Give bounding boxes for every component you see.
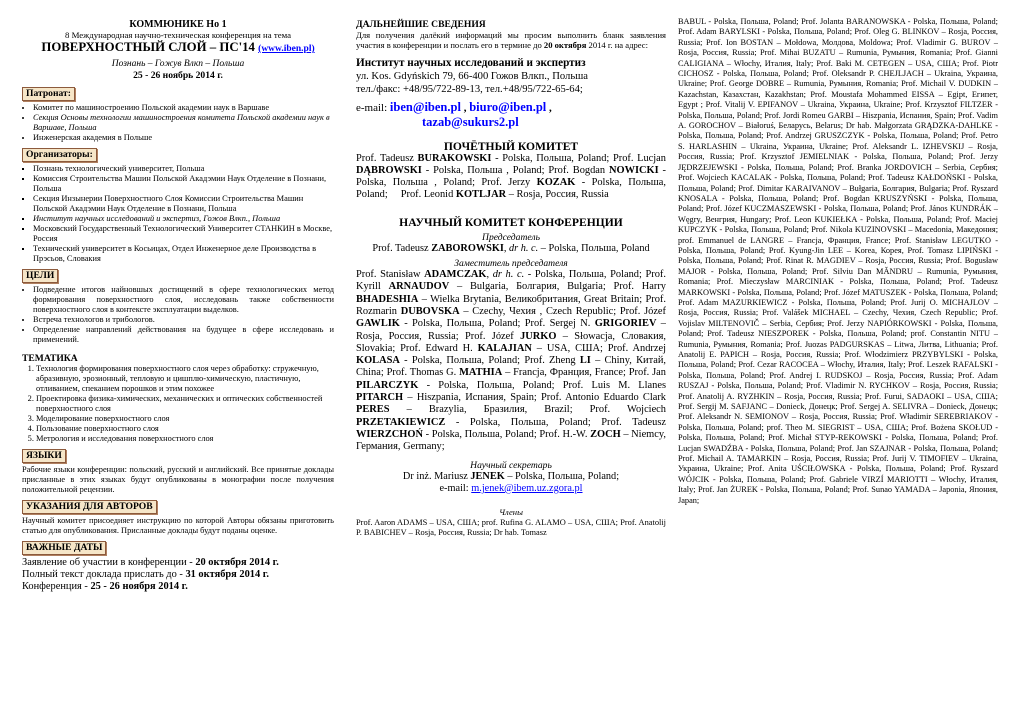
vice-chairman-label: Заместитель председателя <box>454 258 568 270</box>
date-value: 31 октября 2014 г. <box>185 569 269 580</box>
theme-item: 4. Пользование поверхностного слоя <box>36 424 334 434</box>
conference-place: Познань – Гожув Влкп – Польша <box>111 59 245 69</box>
vice-chairmen: Prof. Stanisław ADAMCZAK, dr h. c. - Polska, Польша, Poland; Prof. Kyrill ARNAUDOV – Bulgaria, Болгария, Bulgaria; Prof. Harry BHADESHIA – Wielka Brytania, Великобритания, Great Britain; Prof. Rozmarin DUBOVSKA – Czechy, Чехия , Czech Republic; Prof. Józef GAWLIK - Polska, Польша, Poland; Prof. Sergej N. GRIGORIEV – Rosja, Россия, Russia; Prof. Józef JURKO – Słowacja, Словакия, Slovakia; Prof. Edward H. KALAJIAN – USA, США; Prof. Andrzej KOLASA - Polska, Польша, Poland; Prof. Zheng LI – Chiny, Китай, China; Prof. Thomas G. MATHIA – Francja, Франция, France; Prof. Jan PILARCZYK - Polska, Польша, Poland; Prof. Luis M. Llanes PITARCH – Hiszpania, Испания, Spain; Prof. Antonio Eduardo Clark PERES – Brazylia, Бразилия, Brazil; Prof. Wojciech PRZETAKIEWICZ - Polska, Польша, Poland; Prof. Tadeusz WIERZCHOŃ - Polska, Польша, Poland; Prof. H.-W. ZOCH – Niemcy, Германия, Germany; <box>356 269 666 453</box>
conference-name: ПОВЕРХНОСТНЫЙ СЛОЙ – ПС'14 <box>41 40 255 54</box>
website-link[interactable]: (www.iben.pl) <box>258 44 315 54</box>
organizer-item: ▪ Технический университет в Косьицах, Отдел Инженерное деле Производства в Прэсьов, Словакия <box>33 244 334 264</box>
conference-title <box>22 40 334 56</box>
date-row <box>22 557 334 569</box>
email-link[interactable]: iben@iben.pl <box>389 99 461 114</box>
theme-item: 1. Технология формирования поверхностного слоя через обработку: стружечную, абразивную, эрозионный, тепловую и цишплю-химическую, пластичную, отливанием, спеканием порошков и этим похожее <box>36 364 334 394</box>
date-value: 25 - 26 ноября 2014 г. <box>90 581 188 592</box>
theme-item: 2. Проектировка физика-химических, механических и оптических собственностей поверхностного слоя <box>36 394 334 414</box>
patron-item: • Комитет по машиностроению Польской академии наук в Варшаве <box>33 103 334 113</box>
conference-dates: 25 - 26 ноябрь 2014 г. <box>133 70 223 81</box>
info-heading: ДАЛЬНЕЙШИЕ СВЕДЕНИЯ <box>356 19 486 30</box>
conference-subtitle: 8 Международная научно-техническая конференция на тема <box>64 30 292 40</box>
themes-list <box>22 364 334 444</box>
theme-item: 3. Моделирование поверхностного слоя <box>36 414 334 424</box>
chairman-label: Председатель <box>482 231 540 243</box>
patron-item: • Инженерская академия в Польше <box>33 133 334 143</box>
organizer-item: ▪ Секция Инзынерии Поверхностного Слоя Комиссии Строительства Машин Польской Акадэмии Наук Отделение в Познани, Польша <box>33 194 334 214</box>
institute-name: Институт научных исследований и экспертиз <box>356 56 586 69</box>
members-label: Члены <box>499 507 523 518</box>
honorary-committee-heading: ПОЧЁТНЫЙ КОМИТЕТ <box>443 139 579 153</box>
column-middle <box>356 0 666 724</box>
secretary: Dr inż. Mariusz JENEK – Polska, Польша, Poland; <box>402 470 620 482</box>
organizer-item: ▪ Институт научных исследований и экспертиз, Гожов Влкп., Польша <box>33 214 334 224</box>
languages-label: ЯЗЫКИ <box>22 449 66 463</box>
patron-list <box>22 103 334 143</box>
organizers-label: Организаторы: <box>22 148 97 162</box>
date-row <box>22 581 334 593</box>
patron-label: Патронат: <box>22 87 75 101</box>
organizer-item: ▪ Познань технологический университет, Польша <box>33 164 334 174</box>
date-label: Заявление об участии в конференции - <box>22 557 196 568</box>
date-label: Конференция - <box>22 581 91 592</box>
organizer-item: ▪ Комиссия Строительства Машин Польской Акадэмии Наук Отделение в Познани, Польша <box>33 174 334 194</box>
goal-item: • Определение направлений действования на будущее в сфере исследовань и применений. <box>33 325 334 345</box>
email-link[interactable]: tazab@sukurs2.pl <box>422 114 519 129</box>
date-value: 20 октября 2014 г. <box>195 557 279 568</box>
scientific-committee-heading: НАУЧНЫЙ КОМИТЕТ КОНФЕРЕНЦИИ <box>399 215 623 229</box>
members-start: Prof. Aaron ADAMS – USA, США; prof. Rufina G. ALAMO – USA, США; Prof. Anatolij P. BABICHEV – Rosja, Россия, Russia; Dr hab. Tomasz <box>356 518 666 538</box>
important-dates-label: ВАЖНЫЕ ДАТЫ <box>22 541 106 555</box>
organizers-list <box>22 164 334 264</box>
organizer-item: ▪ Московский Государственный Технологический Университет СТАНКИН в Москве, Россия <box>33 224 334 244</box>
institute-email-2 <box>356 115 666 130</box>
email-link[interactable]: m.jenek@ibem.uz.zgora.pl <box>471 482 583 494</box>
date-row <box>22 569 334 581</box>
column-right <box>678 0 998 724</box>
theme-item: 5. Метрология и исследования поверхностного слоя <box>36 434 334 444</box>
date-label: Полный текст доклада прислать до - <box>22 569 186 580</box>
goal-item: • Подведение итогов найновшых достищений в сфере технологических метод формирования поверхностного слоя, исследовань также собственности поверхностного слоя в контексте эксплуатации выделков. <box>33 285 334 315</box>
institute-address: ул. Kos. Gdyńskich 79, 66-400 Гожов Влкп., Польша <box>356 70 589 82</box>
institute-phone: тел./факс: +48/95/722-89-13, тел.+48/95/722-65-64; <box>356 83 583 95</box>
authors-text: Научный комитет присоедияет инструкцию по которой Авторы обязаны приготовить статью для опубликования. Присланные доклады будут поданы оценке. <box>22 516 334 535</box>
patron-item: • Секция Основы технологии машиностроения комитета Польской академии наук в Варшаве, Польша <box>33 113 334 133</box>
secretary-label: Научный секретарь <box>470 459 552 471</box>
goal-item: • Встреча технологов и трибологов. <box>33 315 334 325</box>
email-link[interactable]: biuro@iben.pl <box>469 99 547 114</box>
goals-label: ЦЕЛИ <box>22 269 58 283</box>
info-text: Для получения далёкий информаций мы просим выполнить бланк заявления участия в конференции и послать его в термине до 20 октября 2014 г. на адрес: <box>356 30 666 51</box>
institute-email: e-mail: iben@iben.pl , biuro@iben.pl , <box>356 99 552 114</box>
goals-list <box>22 285 334 345</box>
languages-text: Рабочие языки конференции: польский, русский и английский. Все принятые доклады присланные в этих языках будут опубликованы в монографии после получения положительной рецензии. <box>22 465 334 494</box>
members-list: BABUL - Polska, Польша, Poland; Prof. Jolanta BARANOWSKA - Polska, Польша, Poland; Prof. Adam BARYLSKI - Polska, Польша, Poland; Prof. Oleg G. BLINKOV – Rosja, Россия, Russia; Prof. Ion BOSTAN – Mołdowa, Молдова, Moldowa; Prof. Vladimir G. BUROV – Rosja, Россия, Russia; Prof. Mihai BUZATU – Rumunia, Румыния, Romania; Prof. Gianni CALIGIANA – Włochy, Италия, Italy; Prof. Baki M. CETEGEN – USA, США; Prof. Piotr CICHOSZ - Polska, Польша, Poland; Prof. Oleksandr P. CHEJLJACH – Ukraina, Украина, Ukraine; Prof. George DOBRE – Rumunia, Румыния, Romania; Prof. Michail V. DUDKIN – Kazachstan, Казахстан, Kazakhstan; Prof. Moustafa Mohammed EISSA – Egipt, Египет, Egypt ; Prof. Vitalij V. EPIFANOV – Ukraina, Украина, Ukraine; Prof. Krzysztof FILTZER - Polska, Польша, Poland; Prof. Jordi Romeu GARBI – Hiszpania, Испания, Spain; Prof. Vadim A. GOROCHOV – Białoruś, Беларусь, Belarus; Dr hab. Małgorzata GRĄDZKA-DAHLKE - Polska, Польша, Poland; Prof. Andrzej GRUSZCZYK - Polska, Польша, Poland; Prof. Petro S. HARLASHIN – Ukraina, Украина, Ukraine; Prof. Aleksandr L. IZHEVSKIJ – Rosja, Россия, Russia; Prof. Krzysztof JEMIELNIAK - Polska, Польша, Poland; Prof. Jerzy JĘDRZEJEWSKI - Polska, Польша, Poland; Prof. Branka JORDOVICH – Serbia, Сербия; Prof. Wojciech KACALAK - Polska, Польша, Poland; Prof. Tadeusz KAŁDOŃSKI - Polska, Польша, Poland; Prof. Dimitar KARAIVANOV – Bułgaria, Болгария, Bulgaria; Prof. Ryszard KNOSALA - Polska, Польша, Poland; Prof. Bogdan KRUSZYŃSKI - Polska, Польша, Poland; Prof. Józef KUCZMASZEWSKI - Polska, Польша, Poland; Prof. János KUNDRÁK – Węgry, Венгрия, Hungary; Prof. Leon KUKIEŁKA - Polska, Польша, Poland; Prof. Maciej KUPCZYK - Polska, Польша, Poland; Prof. Nikola KUZINOVSKI – Macedonia, Македония; prof. Emmanuel de LANGRE – Francja, Франция, France; Prof. Stanisław LEGUTKO - Polska, Польша, Poland; Prof. Kyung-Jin LEE – Korea, Корея, Prof. Tomasz LIPIŃSKI - Polska, Польша, Poland; Prof. Rinat R. MAGDIEV – Rosja, Россия, Russia; Prof. Bogusław MAJOR - Polska, Польша, Poland; Prof. Silviu Dan MĂNDRU – Rumunia, Румыния, Romania; Prof. Mieczysław MARCINIAK - Polska, Польша, Poland; Prof. Tadeusz MARKOWSKI - Polska, Польша, Poland; Prof. Józef MATUSZEK - Polska, Польша, Poland; Prof. Adam MAZURKIEWICZ - Polska, Польша, Poland; Prof. Jurij O. MICHAJLOV – Rosja, Россия, Russia; Prof. Valášek MICHAEL – Czechy, Чехия, Czech Republic; Prof. Vojislav MILTENOVIČ – Serbia, Сербия; Prof. Jerzy NAPIÓRKOWSKI - Polska, Польша, Poland; Prof. Tadeusz NIESZPOREK - Polska, Польша, Poland; prof. Constantin NITU – Rumunia, Румыния, Romania; Prof. Juozas PADGURSKAS – Litwa, Литва, Lithuania; Prof. Anatolij E. PAPICH – Rosja, Россия, Russia; Prof. Włodzimierz PRZYBYLSKI - Polska, Польша, Poland; Prof. Cezar RACOCEA – Włochy, Италия, Italy; Prof. Leszek RAFALSKI - Polska, Польша, Poland; Prof. Andrej I. RUDSKOJ – Rosja, Россия, Russia; Prof. Adam RUSZAJ - Polska, Польша, Poland; Prof. Vladimir N. RYCHKOV – Rosja, Россия, Russia; Prof. Anatolij A. RYZHKIN – Rosja, Россия, Russia; Prof. Furui, SADAOKI – USA, США; Prof. Sergij M. SAFJANC – Donieck, Донецк; Prof. Sergej A. SELIVRA – Donieck, Донецк; Prof. Aleksandr N. SEMIONOV – Rosja, Россия, Russia; Prof. Władimir SEREBRIAKOV - Polska, Польша, Poland; prof. Theo M. SIEGRIST – USA, США; Prof. Bożena SKOŁUD - Polska, Польша, Poland; Prof. Michał STYP-REKOWSKI - Polska, Польша, Poland; Prof. Lucjan SWADŹBA - Polska, Польша, Poland; Prof. Jan SZAJNAR - Polska, Польша, Poland; Prof. Michail A. TAMARKIN – Rosja, Россия, Russia; Prof. Jurij V. TIMOFIEV – Ukraina, Украина, Ukraine; Prof. Anita UŚCIŁOWSKA - Polska, Польша, Poland; Prof. Ryszard WÓJCIK - Polska, Польша, Poland; Prof. Gabriele VIRZÍ MARIOTTI – Włochy, Италия, Italy; Prof. Jan ŻUREK - Polska, Польша, Poland; Prof. Sunao YAMADA – Japonia, Япония, Japan; <box>678 17 998 505</box>
themes-heading: ТЕМАТИКА <box>22 353 78 364</box>
honorary-committee-members: Prof. Tadeusz BURAKOWSKI - Polska, Польша, Poland; Prof. Lucjan DĄBROWSKI - Polska, Польша , Poland; Prof. Bogdan NOWICKI - Polska, Польша , Poland; Prof. Jerzy KOZAK - Polska, Польша, Poland; Prof. Leonid KOTLJAR – Rosja, Россия, Russia <box>356 152 666 201</box>
chairman: Prof. Tadeusz ZABOROWSKI, dr h. c. – Polska, Польша, Poland <box>372 242 650 254</box>
column-left <box>22 0 334 724</box>
secretary-email: e-mail: m.jenek@ibem.uz.zgora.pl <box>439 482 583 494</box>
communique-title: КОММЮНИКЕ Но 1 <box>129 19 227 30</box>
authors-label: УКАЗАНИЯ ДЛЯ АВТОРОВ <box>22 500 157 514</box>
